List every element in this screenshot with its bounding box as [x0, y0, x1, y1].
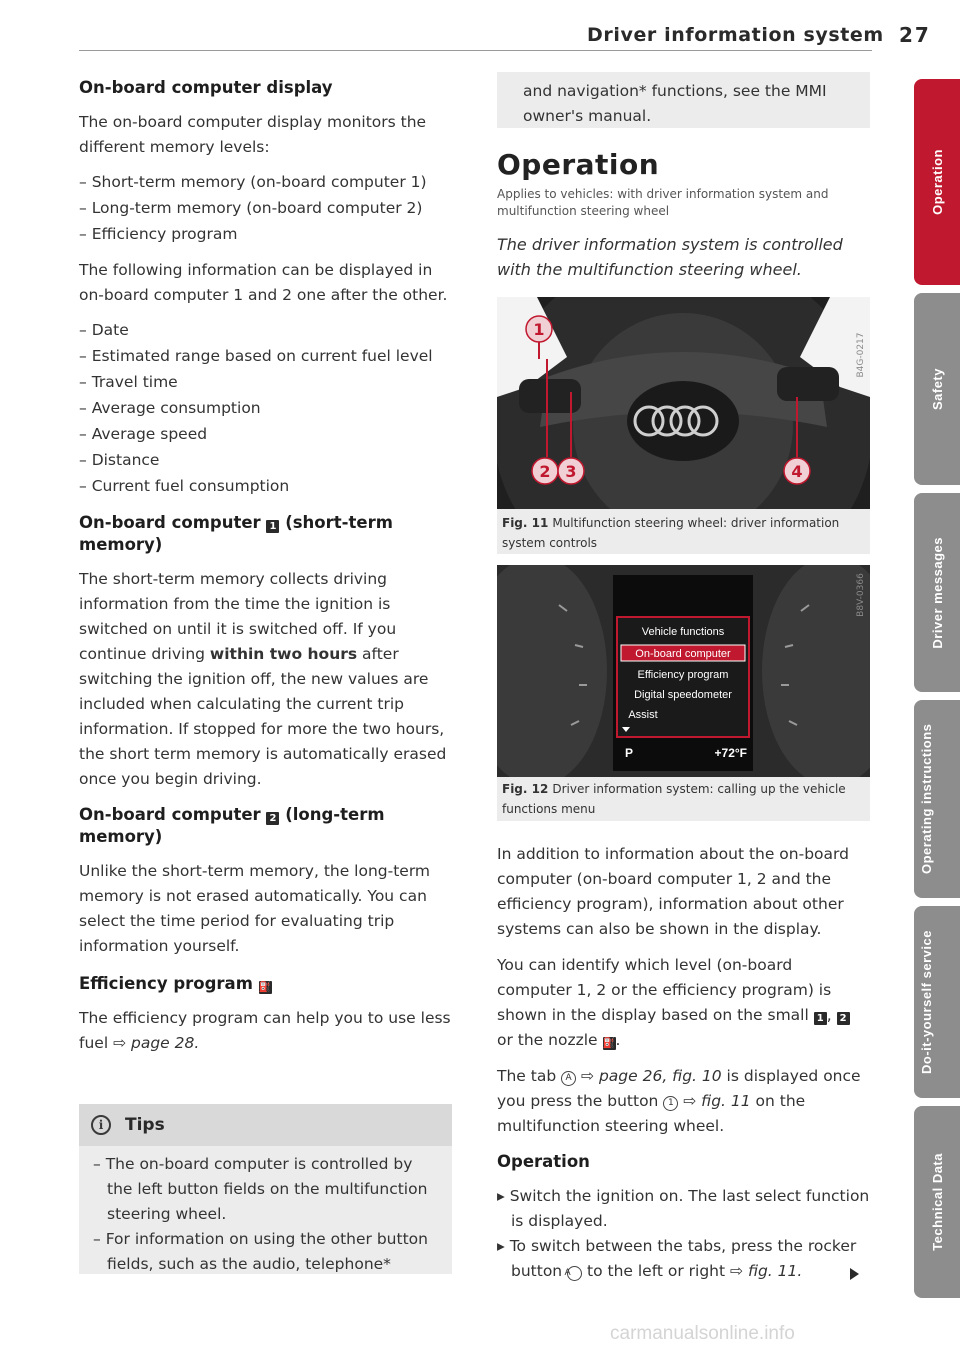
menu-item-vehicle-functions: Vehicle functions	[641, 626, 725, 638]
list-item: – Average consumption	[79, 395, 452, 421]
left-column	[79, 76, 452, 1056]
tips-continuation-box: and navigation* functions, see the MMI owner's manual.	[497, 72, 870, 128]
steering-wheel-illustration	[497, 297, 870, 509]
section-heading-display: On-board computer display	[79, 78, 333, 97]
figure-code: B8V-0366	[856, 573, 866, 617]
list-item: – Efficiency program	[79, 221, 452, 247]
page-number: 27	[899, 23, 931, 47]
paragraph: Unlike the short-term memory, the long-term memory is not erased automatically. You can select the time period for evaluating trip information yourself.	[79, 862, 431, 955]
menu-item-on-board-computer: On-board computer	[635, 648, 731, 660]
step-1: ▸ Switch the ignition on. The last select function is displayed.	[497, 1187, 870, 1230]
running-header-title: Driver information system	[587, 24, 884, 46]
list-item: – Long-term memory (on-board computer 2)	[79, 195, 452, 221]
nozzle-icon: ⛽	[258, 982, 272, 993]
tab-a-marker: A	[561, 1071, 576, 1086]
callout-3: 3	[565, 462, 577, 481]
sidebar-tab-operating-instructions[interactable]: Operating instructions	[914, 700, 960, 898]
continue-arrow-icon	[850, 1268, 859, 1280]
tip-item: – The on-board computer is controlled by the left button fields on the multifunction steering wheel.	[93, 1152, 442, 1227]
list-item: – Distance	[79, 447, 452, 473]
list-item: – Current fuel consumption	[79, 473, 452, 499]
computer-2-badge: 2	[837, 1012, 850, 1025]
sidebar-tab-driver-messages[interactable]: Driver messages	[914, 493, 960, 692]
right-column-body	[497, 842, 870, 1284]
outside-temperature: +72°F	[714, 746, 747, 760]
section-heading-short-term: On-board computer 1 (short-term memory)	[79, 513, 393, 554]
header-divider	[79, 50, 872, 51]
paragraph: In addition to information about the on-board computer (on-board computer 1, 2 and the efficiency program), information about other systems can also be shown in the display.	[497, 845, 849, 938]
figure-caption: Fig. 12 Driver information system: calling up the vehicle functions menu	[502, 782, 846, 816]
figure-11	[497, 297, 870, 554]
watermark: carmanualsonline.info	[610, 1323, 795, 1344]
list-item: – Average speed	[79, 421, 452, 447]
paragraph: You can identify which level (on-board computer 1, 2 or the efficiency program) is shown in the display based on the small 1 , 2 or the nozzle ⛽.	[497, 953, 870, 1053]
gear-indicator: P	[625, 746, 634, 760]
callout-1: 1	[533, 320, 545, 339]
menu-item-assist: Assist	[628, 709, 658, 721]
tips-header	[79, 1104, 452, 1146]
sidebar-tab-operation[interactable]: Operation	[914, 79, 960, 285]
list-item: – Short-term memory (on-board computer 1)	[79, 169, 452, 195]
tips-title: Tips	[125, 1115, 165, 1135]
rocker-button-a-marker: A	[567, 1266, 582, 1281]
paragraph: The short-term memory collects driving information from the time the ignition is switched on until it is switched off. If you continue driving within two hours after switching the ignition off, the new values are included when calculating the current trip information. If stopped for more the two hours, the short term memory is automatically erased once you begin driving.	[79, 570, 447, 788]
page-reference-link[interactable]: ⇨ page 28.	[113, 1034, 200, 1052]
intro-text: The driver information system is controlled with the multifunction steering wheel.	[497, 235, 843, 279]
callout-2: 2	[539, 462, 551, 481]
section-title-operation: Operation	[497, 148, 660, 181]
page-reference-link[interactable]: ⇨ page 26, fig. 10	[581, 1067, 722, 1085]
section-heading-efficiency: Efficiency program ⛽	[79, 974, 272, 993]
menu-item-digital-speedometer: Digital speedometer	[634, 689, 732, 701]
tip-item: – For information on using the other button fields, such as the audio, telephone*	[93, 1227, 442, 1277]
memory-level-list	[79, 169, 452, 247]
figure-reference-link[interactable]: ⇨ fig. 11	[683, 1092, 751, 1110]
sidebar-tab-technical-data[interactable]: Technical Data	[914, 1106, 960, 1298]
button-1-marker: 1	[663, 1096, 678, 1111]
nozzle-icon: ⛽	[602, 1038, 616, 1049]
instrument-cluster-illustration	[497, 565, 870, 777]
figure-reference-link[interactable]: ⇨ fig. 11.	[730, 1262, 803, 1280]
info-icon: i	[91, 1115, 111, 1135]
paragraph: The efficiency program can help you to use less fuel ⇨ page 28.	[79, 1009, 451, 1052]
menu-item-efficiency-program: Efficiency program	[637, 669, 729, 681]
tips-list	[79, 1146, 452, 1277]
sidebar-tab-do-it-yourself-service[interactable]: Do-it-yourself service	[914, 906, 960, 1098]
list-item: – Date	[79, 317, 452, 343]
subheading-operation: Operation	[497, 1152, 590, 1171]
step-2: ▸ To switch between the tabs, press the rocker button A to the left or right ⇨ fig. 11.	[497, 1237, 857, 1280]
computer-2-badge: 2	[266, 812, 279, 825]
paragraph: The on-board computer display monitors the different memory levels:	[79, 113, 427, 156]
callout-4: 4	[791, 462, 803, 481]
sidebar-tab-safety[interactable]: Safety	[914, 293, 960, 485]
computer-1-badge: 1	[266, 520, 279, 533]
figure-code: B4G-0217	[856, 332, 866, 378]
paragraph: The tab A ⇨ page 26, fig. 10 is displayed once you press the button 1 ⇨ fig. 11 on the multifunction steering wheel.	[497, 1067, 861, 1135]
figure-12	[497, 565, 870, 821]
applicability-note: Applies to vehicles: with driver information system and multifunction steering wheel	[497, 187, 829, 218]
section-heading-long-term: On-board computer 2 (long-term memory)	[79, 805, 385, 846]
list-item: – Estimated range based on current fuel level	[79, 343, 452, 369]
computer-1-badge: 1	[814, 1012, 827, 1025]
info-list	[79, 317, 452, 499]
list-item: – Travel time	[79, 369, 452, 395]
paragraph: The following information can be displayed in on-board computer 1 and 2 one after the other.	[79, 261, 448, 304]
tips-box	[79, 1104, 452, 1274]
figure-caption: Fig. 11 Multifunction steering wheel: driver information system controls	[502, 516, 840, 550]
